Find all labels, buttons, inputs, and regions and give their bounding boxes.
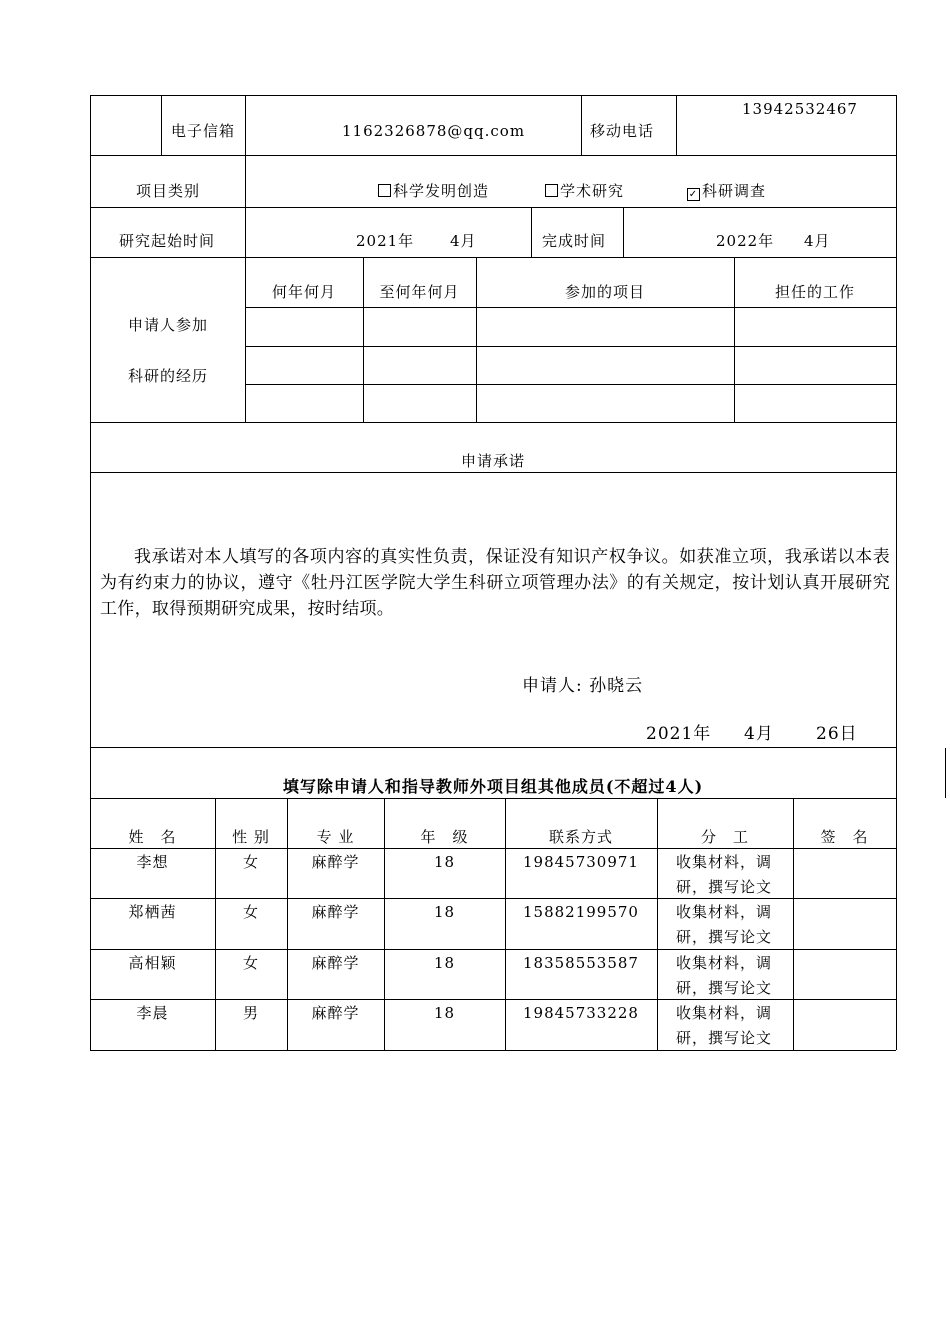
pledge-applicant: 申请人: 孙晓云 bbox=[522, 676, 644, 696]
col-divider bbox=[476, 257, 477, 422]
pledge-date-year: 2021年 bbox=[646, 724, 712, 744]
member-grade: 18 bbox=[433, 954, 456, 972]
phone-label: 移动电话 bbox=[590, 122, 655, 140]
member-phone: 19845730971 bbox=[523, 853, 639, 871]
member-duty-line2: 研，撰写论文 bbox=[676, 928, 773, 946]
members-top-border bbox=[90, 798, 896, 799]
member-name: 李想 bbox=[136, 853, 169, 871]
start-year: 2021年 bbox=[356, 232, 415, 250]
col-divider bbox=[896, 798, 897, 1050]
member-duty-line1: 收集材料，调 bbox=[676, 853, 773, 871]
member-duty-line1: 收集材料，调 bbox=[676, 1004, 773, 1022]
experience-header-from: 何年何月 bbox=[271, 283, 336, 301]
category-option-survey: ✓ 科研调查 bbox=[688, 182, 767, 200]
col-divider bbox=[531, 207, 532, 257]
row-divider bbox=[90, 207, 896, 208]
start-time-label: 研究起始时间 bbox=[119, 232, 216, 250]
col-divider bbox=[245, 207, 246, 257]
member-name: 李晨 bbox=[136, 1004, 169, 1022]
members-header-name: 姓 名 bbox=[128, 828, 177, 846]
pledge-date-month: 4月 bbox=[744, 724, 774, 744]
member-grade: 18 bbox=[433, 853, 456, 871]
row-divider bbox=[90, 747, 896, 748]
members-header-grade: 年 级 bbox=[420, 828, 469, 846]
member-gender: 女 bbox=[242, 853, 259, 871]
checkbox-checked-icon: ✓ bbox=[688, 189, 699, 200]
members-header-major: 专 业 bbox=[316, 828, 355, 846]
members-title: 填写除申请人和指导教师外项目组其他成员(不超过4人) bbox=[282, 777, 704, 796]
member-duty-line2: 研，撰写论文 bbox=[676, 878, 773, 896]
col-divider bbox=[734, 257, 735, 422]
row-divider bbox=[90, 155, 896, 156]
col-divider bbox=[161, 95, 162, 155]
pledge-date-day: 26日 bbox=[816, 724, 858, 744]
member-major: 麻醉学 bbox=[311, 1004, 360, 1022]
col-divider bbox=[363, 257, 364, 422]
table-right-border bbox=[896, 95, 897, 798]
member-name: 郑栖茜 bbox=[128, 903, 177, 921]
row-divider bbox=[245, 307, 896, 308]
row-divider bbox=[90, 898, 896, 899]
row-divider bbox=[90, 848, 896, 849]
members-header-gender: 性 别 bbox=[232, 828, 270, 846]
member-duty-line1: 收集材料，调 bbox=[676, 954, 773, 972]
table-top-border bbox=[90, 95, 896, 96]
member-name: 高相颖 bbox=[128, 954, 177, 972]
member-grade: 18 bbox=[433, 903, 456, 921]
row-divider bbox=[90, 949, 896, 950]
member-phone: 18358553587 bbox=[523, 954, 639, 972]
member-major: 麻醉学 bbox=[311, 853, 360, 871]
member-gender: 女 bbox=[242, 903, 259, 921]
pledge-title: 申请承诺 bbox=[460, 452, 525, 470]
end-year: 2022年 bbox=[716, 232, 775, 250]
row-divider bbox=[90, 257, 896, 258]
start-month: 4月 bbox=[450, 232, 477, 250]
end-month: 4月 bbox=[804, 232, 831, 250]
member-major: 麻醉学 bbox=[311, 954, 360, 972]
row-divider bbox=[90, 999, 896, 1000]
members-header-contact: 联系方式 bbox=[548, 828, 613, 846]
experience-label-line2: 科研的经历 bbox=[128, 367, 209, 385]
member-gender: 男 bbox=[242, 1004, 259, 1022]
members-header-duty: 分 工 bbox=[700, 828, 749, 846]
pledge-text: 我承诺对本人填写的各项内容的真实性负责，保证没有知识产权争议。如获准立项，我承诺以本表为有约束力的协议，遵守《牡丹江医学院大学生科研立项管理办法》的有关规定，按计划认真开展研究工作，取得预期研究成果，按时结项。 bbox=[100, 547, 890, 619]
experience-header-role: 担任的工作 bbox=[774, 283, 855, 301]
member-major: 麻醉学 bbox=[311, 903, 360, 921]
row-divider bbox=[245, 346, 896, 347]
experience-label-line1: 申请人参加 bbox=[128, 316, 209, 334]
member-phone: 19845733228 bbox=[523, 1004, 639, 1022]
phone-value: 13942532467 bbox=[742, 100, 858, 118]
col-divider bbox=[581, 95, 582, 155]
col-divider bbox=[676, 95, 677, 155]
member-duty-line2: 研，撰写论文 bbox=[676, 1029, 773, 1047]
category-option-academic: 学术研究 bbox=[545, 182, 624, 200]
experience-header-project: 参加的项目 bbox=[564, 283, 645, 301]
experience-header-to: 至何年何月 bbox=[379, 283, 460, 301]
margin-mark bbox=[945, 748, 946, 798]
category-option-invention: 科学发明创造 bbox=[378, 182, 489, 200]
members-bottom-border bbox=[90, 1050, 896, 1051]
col-divider bbox=[245, 257, 246, 422]
col-divider bbox=[245, 95, 246, 155]
table-left-border bbox=[90, 95, 91, 798]
row-divider bbox=[90, 422, 896, 423]
checkbox-unchecked-icon bbox=[545, 184, 558, 197]
col-divider bbox=[623, 207, 624, 257]
member-gender: 女 bbox=[242, 954, 259, 972]
member-grade: 18 bbox=[433, 1004, 456, 1022]
members-header-signature: 签 名 bbox=[820, 828, 869, 846]
row-divider bbox=[245, 384, 896, 385]
row-divider bbox=[90, 472, 896, 473]
member-phone: 15882199570 bbox=[523, 903, 639, 921]
checkbox-unchecked-icon bbox=[378, 184, 391, 197]
end-time-label: 完成时间 bbox=[542, 232, 607, 250]
member-duty-line1: 收集材料，调 bbox=[676, 903, 773, 921]
col-divider bbox=[245, 155, 246, 207]
email-value: 1162326878@qq.com bbox=[342, 122, 526, 140]
category-label: 项目类别 bbox=[136, 182, 201, 200]
member-duty-line2: 研，撰写论文 bbox=[676, 979, 773, 997]
email-label: 电子信箱 bbox=[171, 122, 236, 140]
